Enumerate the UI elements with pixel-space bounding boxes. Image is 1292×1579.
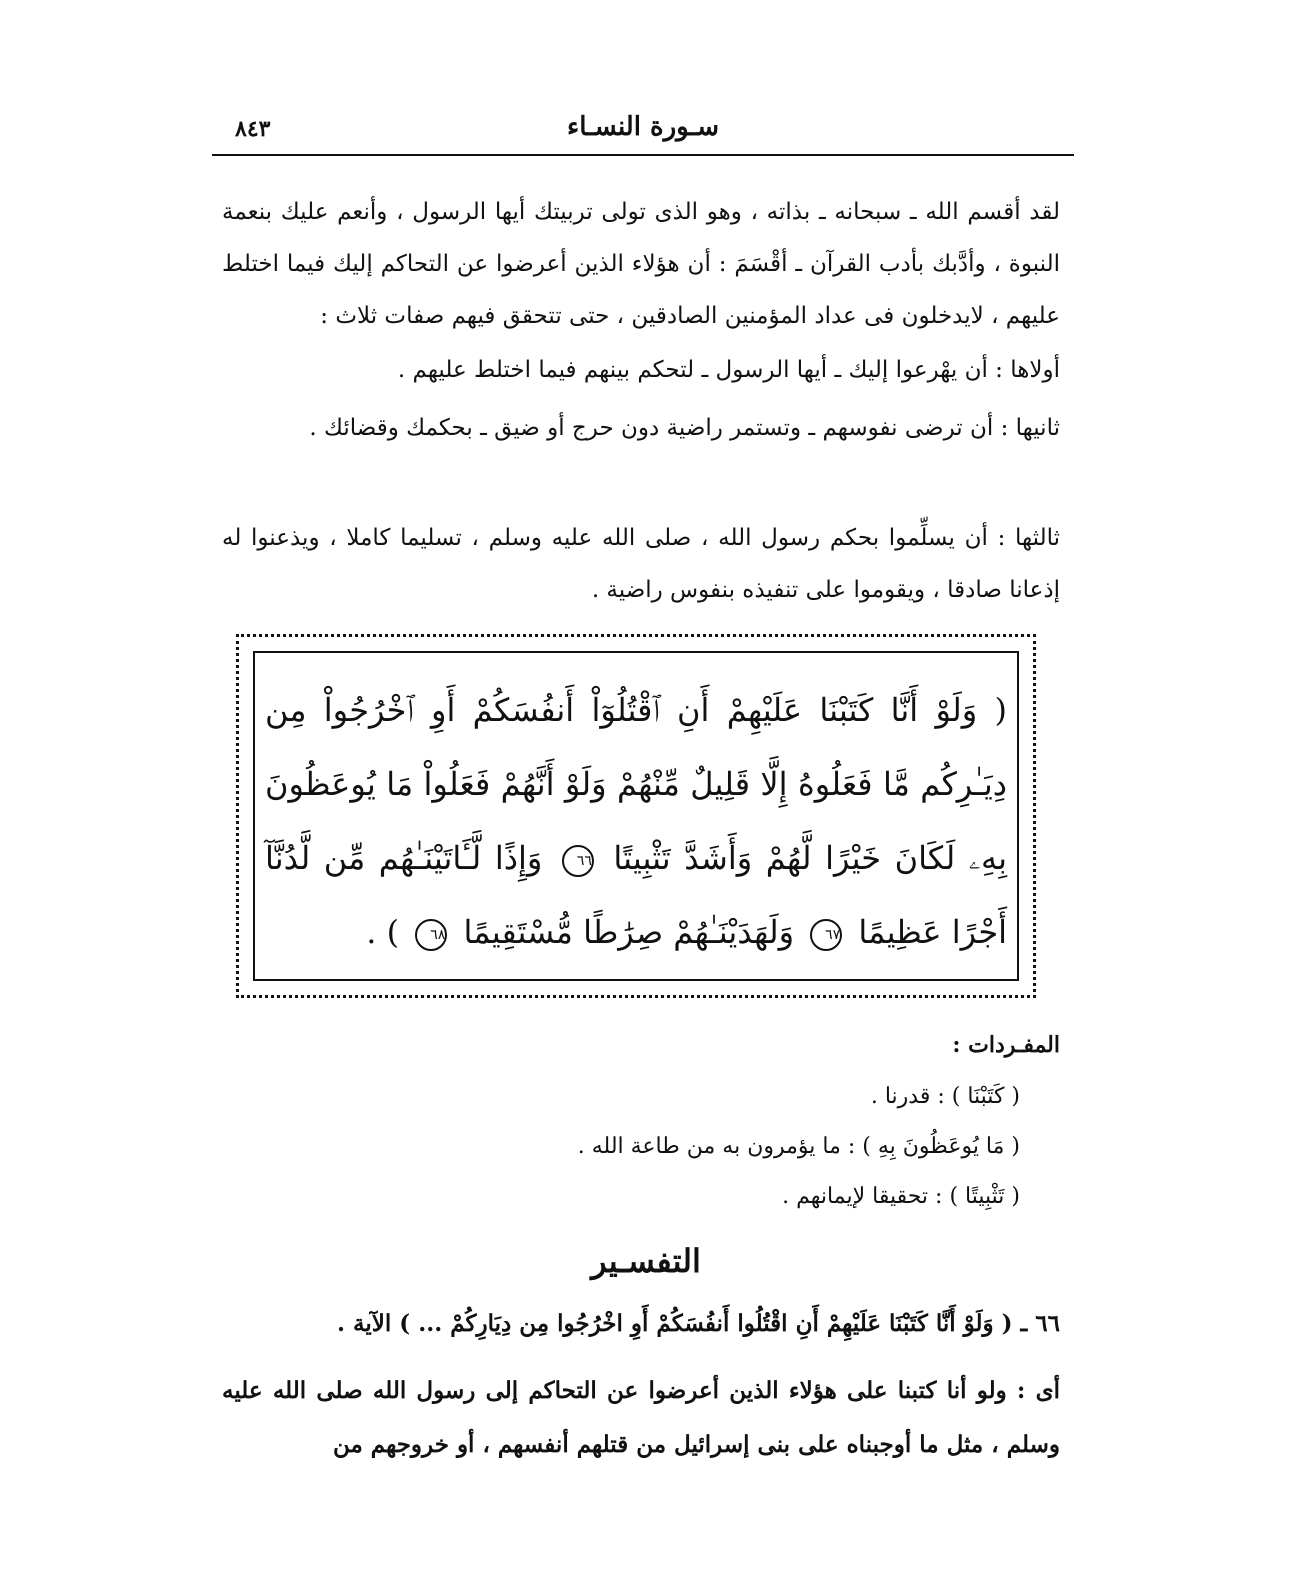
vocabulary-item: ( مَا يُوعَظُونَ بِهِ ) : ما يؤمرون به من طاعة الله .	[577, 1134, 1020, 1159]
ayah-text	[265, 673, 1007, 969]
intro-paragraph: لقد أقسم الله ـ سبحانه ـ بذاته ، وهو الذى تولى تربيتك أيها الرسول ، وأنعم عليك بنعمة النبوة ، وأدَّبك بأدب القرآن ـ أقْسَمَ : أن هؤلاء الذين أعرضوا عن التحاكم إليك فيما اختلط عليهم ، لايدخلون فى عداد المؤمنين الصادقين ، حتى تتحقق فيهم صفات ثلاث :	[222, 199, 1060, 329]
tafsir-explanation: أى : ولو أنا كتبنا على هؤلاء الذين أعرضوا عن التحاكم إلى رسول الله صلى الله عليه وسلم ، مثل ما أوجبناه على بنى إسرائيل من قتلهم أنفسهم ، أو خروجهم من	[222, 1377, 1060, 1458]
vocabulary-item: ( كَتَبْنَا ) : قدرنا .	[870, 1084, 1020, 1109]
ayah-close: ) .	[366, 913, 400, 951]
ayah-part-1: ( وَلَوْ أَنَّا كَتَبْنَا عَلَيْهِمْ أَنِ ٱقْتُلُوٓاْ أَنفُسَكُمْ أَوِ ٱخْرُجُواْ مِن دِيَـٰرِكُم مَّا فَعَلُوهُ إِلَّا قَلِيلٌ مِّنْهُمْ وَلَوْ أَنَّهُمْ فَعَلُواْ مَا يُوعَظُونَ بِهِۦ لَكَانَ خَيْرًا لَّهُمْ وَأَشَدَّ تَثْبِيتًا	[265, 691, 1008, 877]
first-attribute-paragraph: أولاها : أن يهْرعوا إليك ـ أيها الرسول ـ لتحكم بينهم فيما اختلط عليهم .	[397, 357, 1060, 383]
tafsir-heading: التفسـير	[591, 1242, 701, 1280]
ayah-number-marker: ٦٦	[562, 845, 594, 877]
surah-title: سـورة النسـاء	[566, 112, 719, 142]
ayah-part-3: وَلَهَدَيْنَـٰهُمْ صِرَٰطًا مُّسْتَقِيمًا	[463, 913, 795, 951]
tafsir-verse-line: ٦٦ ـ ( وَلَوْ أَنَّا كَتَبْنَا عَلَيْهِمْ أَنِ اقْتُلُوا أَنفُسَكُمْ أَوِ اخْرُجُوا مِن دِيَارِكُمْ ... ) الآية .	[337, 1310, 1060, 1337]
third-attribute-paragraph: ثالثها : أن يسلِّموا بحكم رسول الله ، صلى الله عليه وسلم ، تسليما كاملا ، ويذعنوا له إذعانا صادقا ، ويقوموا على تنفيذه بنفوس راضية .	[222, 525, 1060, 603]
ayah-frame	[236, 634, 1036, 998]
vocabulary-heading: المفـردات :	[952, 1032, 1060, 1058]
vocabulary-item: ( تَثْبِيتًا ) : تحقيقا لإيمانهم .	[782, 1184, 1020, 1209]
ayah-part-2: وَإِذًا لَّـَٔاتَيْنَـٰهُم مِّن لَّدُنَّآ أَجْرًا عَظِيمًا	[265, 839, 1007, 951]
ayah-number-marker: ٦٧	[810, 919, 842, 951]
page-header	[215, 112, 1071, 156]
second-attribute-paragraph: ثانيها : أن ترضى نفوسهم ـ وتستمر راضية دون حرج أو ضيق ـ بحكمك وقضائك .	[309, 415, 1060, 441]
ayah-number-marker: ٦٨	[415, 919, 447, 951]
header-rule	[212, 154, 1074, 156]
page-number: ٨٤٣	[235, 116, 271, 142]
